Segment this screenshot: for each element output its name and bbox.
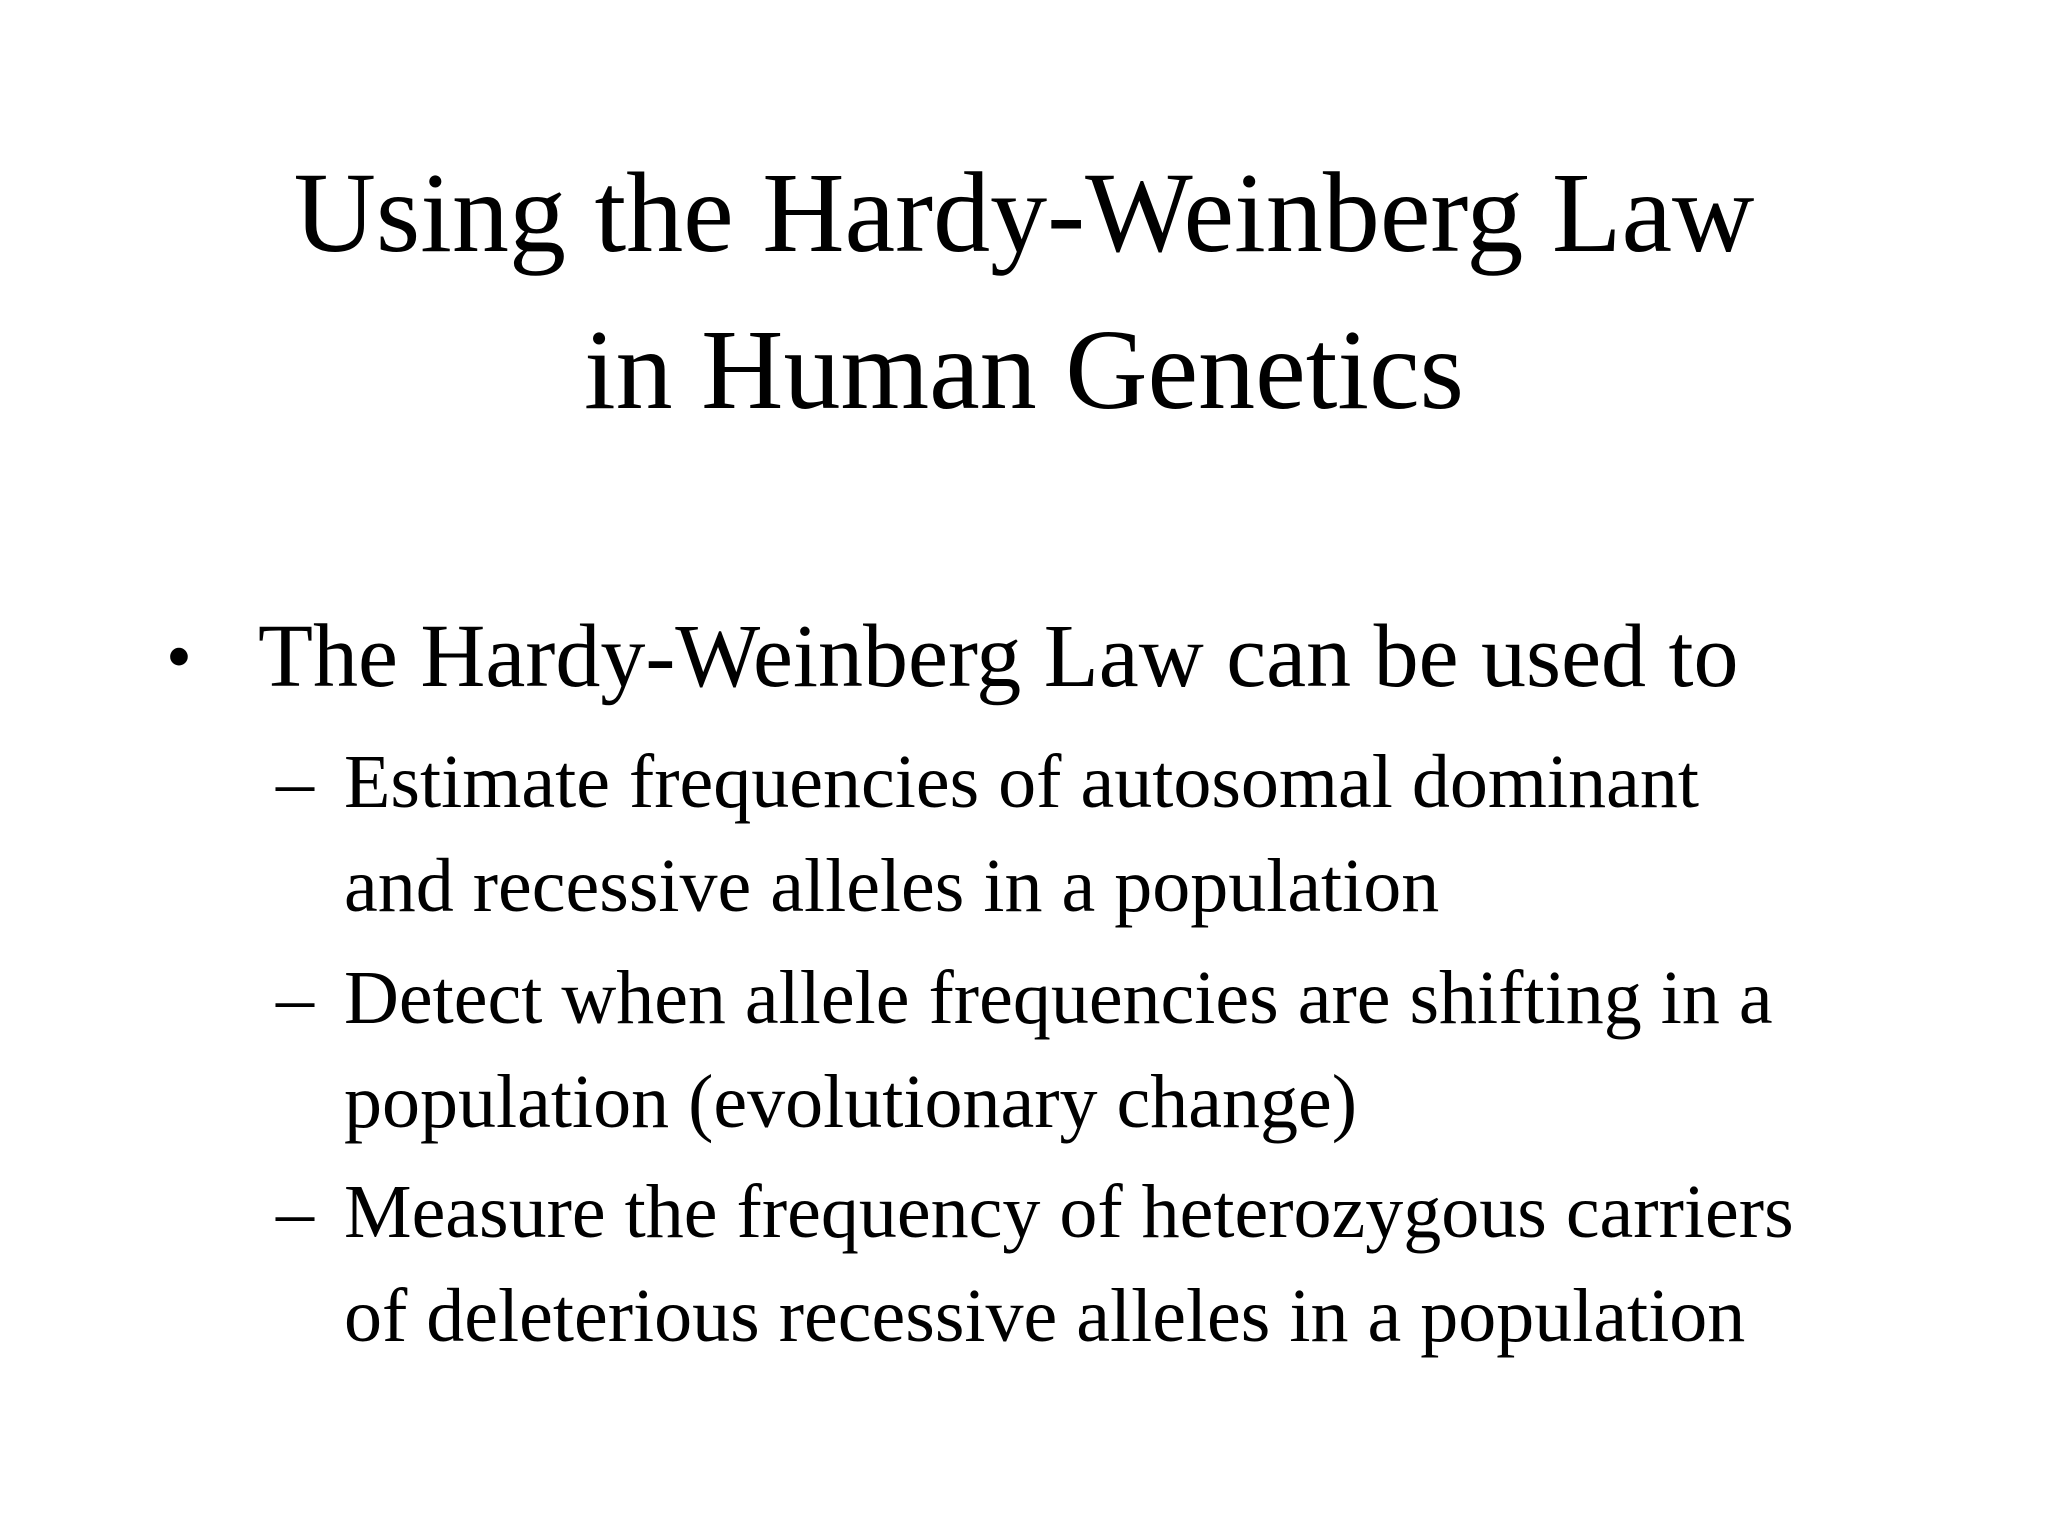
sub-item-text bbox=[344, 946, 1773, 1154]
sub-item-line: of deleterious recessive alleles in a population bbox=[344, 1274, 1746, 1358]
bullet-icon: • bbox=[166, 616, 192, 698]
title-line-1: Using the Hardy-Weinberg Law bbox=[293, 149, 1755, 276]
sub-item-line: and recessive alleles in a population bbox=[344, 844, 1440, 928]
dash-icon: – bbox=[276, 1170, 314, 1254]
sub-item-line: Detect when allele frequencies are shifting in a bbox=[344, 956, 1773, 1040]
slide-title bbox=[0, 134, 2048, 448]
sub-item-text bbox=[344, 730, 1699, 938]
sub-item-text bbox=[344, 1160, 1794, 1368]
sub-item-line: population (evolutionary change) bbox=[344, 1060, 1358, 1144]
title-line-2: in Human Genetics bbox=[583, 306, 1465, 433]
dash-icon: – bbox=[276, 956, 314, 1040]
bullet-text: The Hardy-Weinberg Law can be used to bbox=[258, 607, 1739, 706]
sub-item-line: Measure the frequency of heterozygous carriers bbox=[344, 1170, 1794, 1254]
dash-icon: – bbox=[276, 740, 314, 824]
sub-item-line: Estimate frequencies of autosomal dominant bbox=[344, 740, 1699, 824]
